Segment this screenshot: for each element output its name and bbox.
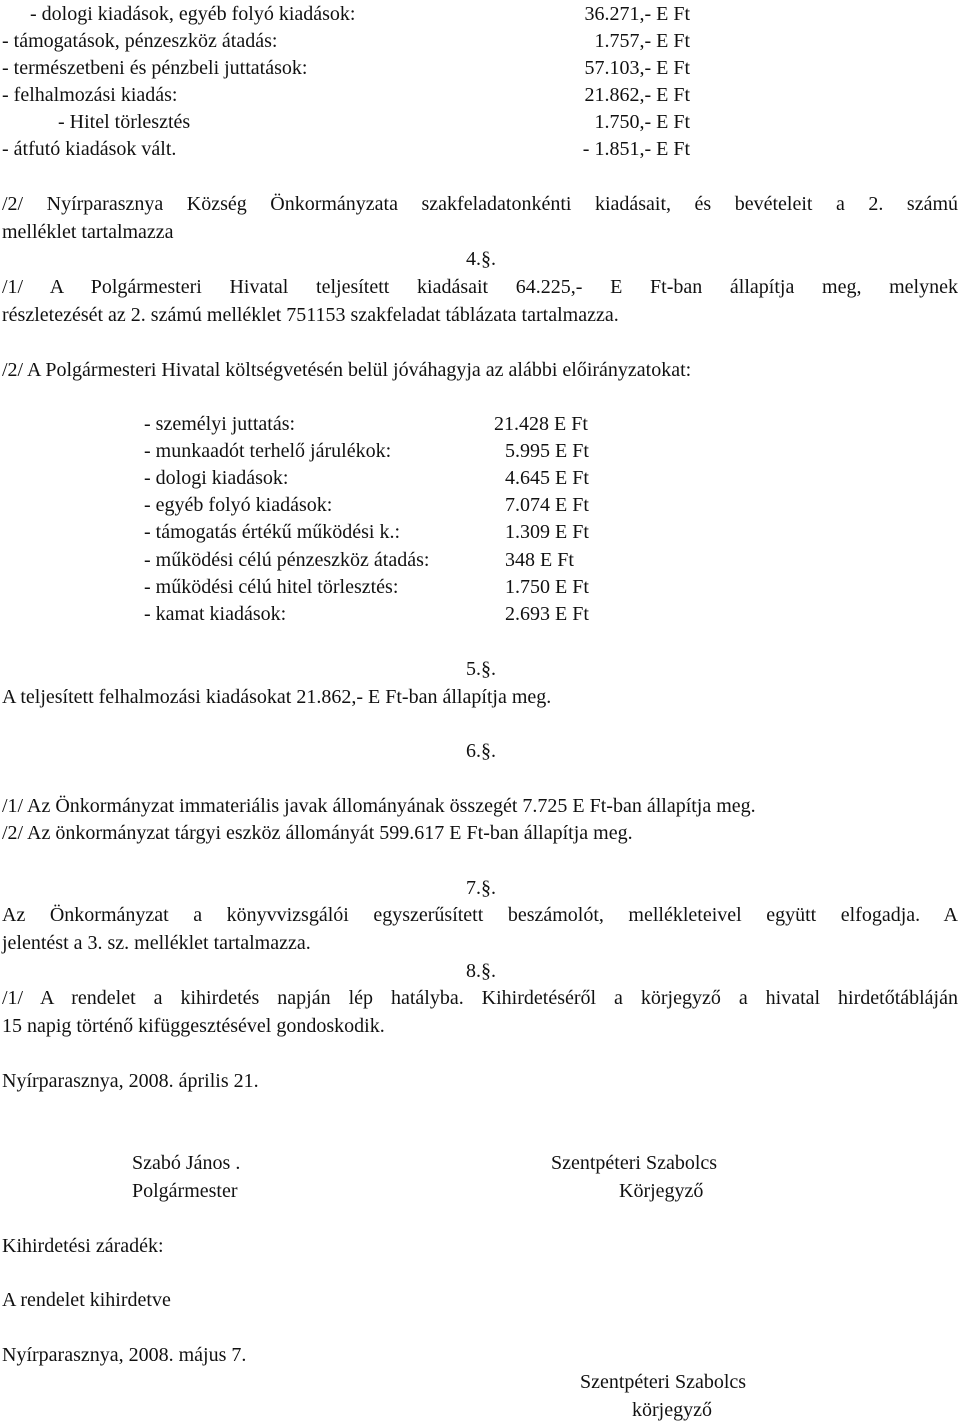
section-5-text: A teljesített felhalmozási kiadásokat 21.862,- E Ft-ban állapítja meg.	[2, 686, 552, 708]
top-item-label: - dologi kiadások, egyéb folyó kiadások:	[30, 3, 356, 25]
top-item-label: - átfutó kiadások vált.	[2, 138, 177, 160]
top-item-value: 1.750,- E Ft	[594, 111, 690, 133]
appropriation-label: - működési célú hitel törlesztés:	[144, 576, 399, 598]
section-6-heading: 6.§.	[466, 740, 496, 762]
announcement-text: A rendelet kihirdetve	[2, 1289, 171, 1311]
paragraph-2-line2: melléklet tartalmazza	[2, 221, 174, 243]
appropriation-value: 5.995 E Ft	[505, 440, 589, 462]
announcement-signer-title: körjegyző	[632, 1399, 712, 1421]
section-6-p2: /2/ Az önkormányzat tárgyi eszköz állományát 599.617 E Ft-ban állapítja meg.	[2, 822, 633, 844]
section-6-p1: /1/ Az Önkormányzat immateriális javak állományának összegét 7.725 E Ft-ban állapítja meg.	[2, 795, 756, 817]
section-8-heading: 8.§.	[466, 960, 496, 982]
top-item-label: - támogatások, pénzeszköz átadás:	[2, 30, 278, 52]
section-8-line1: /1/ A rendelet a kihirdetés napján lép hatályba. Kihirdetéséről a körjegyző a hivatal hirdetőtábláján	[2, 987, 958, 1009]
appropriation-label: - támogatás értékű működési k.:	[144, 521, 401, 543]
top-item-value: 57.103,- E Ft	[584, 57, 690, 79]
section-5-heading: 5.§.	[466, 658, 496, 680]
top-item-value: 21.862,- E Ft	[584, 84, 690, 106]
top-item-value: - 1.851,- E Ft	[582, 138, 690, 160]
appropriation-value: 1.750 E Ft	[505, 576, 589, 598]
appropriation-value: 1.309 E Ft	[505, 521, 589, 543]
section-7-line2: jelentést a 3. sz. melléklet tartalmazza.	[2, 932, 311, 954]
appropriation-value: 348 E Ft	[505, 549, 574, 571]
paragraph-2-line1: /2/ Nyírparasznya Község Önkormányzata szakfeladatonkénti kiadásait, és bevételeit a 2. számú	[2, 193, 958, 215]
top-item-value: 1.757,- E Ft	[594, 30, 690, 52]
appropriation-label: - munkaadót terhelő járulékok:	[144, 440, 392, 462]
top-item-label: - természetbeni és pénzbeli juttatások:	[2, 57, 308, 79]
top-item-label: - felhalmozási kiadás:	[2, 84, 178, 106]
notary-name: Szentpéteri Szabolcs	[551, 1152, 718, 1174]
top-item-value: 36.271,- E Ft	[584, 3, 690, 25]
announcement-signer-name: Szentpéteri Szabolcs	[580, 1371, 747, 1393]
mayor-name: Szabó János .	[132, 1152, 241, 1174]
appropriation-label: - dologi kiadások:	[144, 467, 289, 489]
section-4-heading: 4.§.	[466, 248, 496, 270]
section-4-p2: /2/ A Polgármesteri Hivatal költségvetésén belül jóváhagyja az alábbi előirányzatokat:	[2, 359, 692, 381]
announcement-place-date: Nyírparasznya, 2008. május 7.	[2, 1344, 247, 1366]
section-7-heading: 7.§.	[466, 877, 496, 899]
appropriation-label: - kamat kiadások:	[144, 603, 287, 625]
top-item-label: - Hitel törlesztés	[58, 111, 191, 133]
section-4-p1-line1: /1/ A Polgármesteri Hivatal teljesített kiadásait 64.225,- E Ft-ban állapítja meg, melynek	[2, 276, 958, 298]
appropriation-value: 7.074 E Ft	[505, 494, 589, 516]
appropriation-value: 2.693 E Ft	[505, 603, 589, 625]
section-7-line1: Az Önkormányzat a könyvvizsgálói egyszerűsített beszámolót, mellékleteivel együtt elfogadja. A	[2, 904, 958, 926]
appropriation-label: - egyéb folyó kiadások:	[144, 494, 333, 516]
notary-title: Körjegyző	[619, 1180, 704, 1202]
appropriation-label: - személyi juttatás:	[144, 413, 296, 435]
section-4-p1-line2: részletezését az 2. számú melléklet 751153 szakfeladat táblázata tartalmazza.	[2, 304, 619, 326]
appropriation-value: 21.428 E Ft	[494, 413, 588, 435]
place-date: Nyírparasznya, 2008. április 21.	[2, 1070, 259, 1092]
appropriation-value: 4.645 E Ft	[505, 467, 589, 489]
mayor-title: Polgármester	[132, 1180, 238, 1202]
appropriation-label: - működési célú pénzeszköz átadás:	[144, 549, 430, 571]
section-8-line2: 15 napig történő kifüggesztésével gondoskodik.	[2, 1015, 385, 1037]
announcement-heading: Kihirdetési záradék:	[2, 1235, 164, 1257]
